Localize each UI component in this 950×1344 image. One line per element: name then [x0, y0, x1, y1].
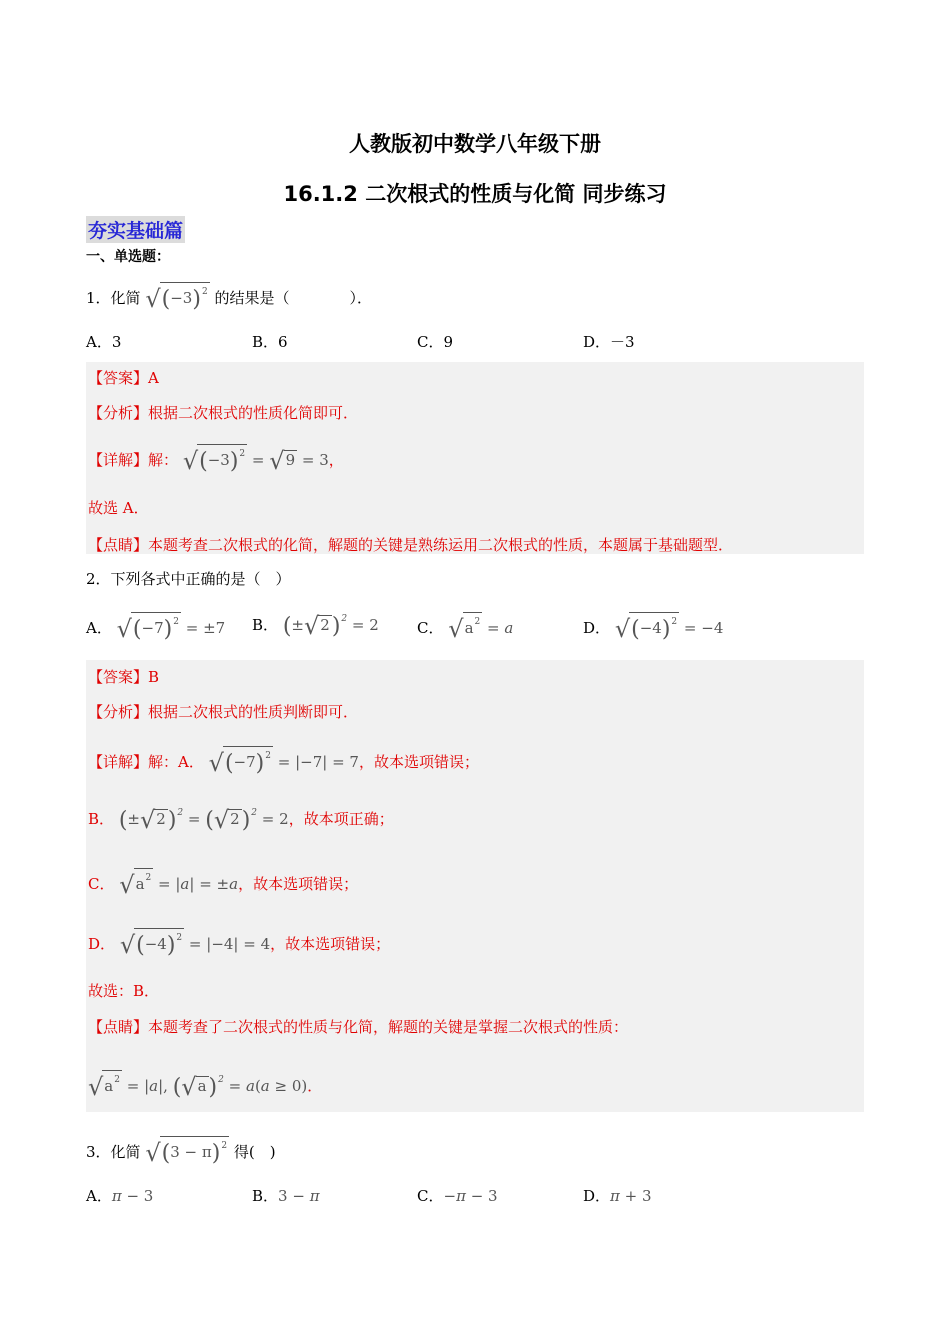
- question-1-option-b: B．6: [252, 333, 288, 351]
- section-label: 夯实基础篇: [86, 216, 185, 243]
- question-1-stem: 1．化简 $√(-3)^2$ 的结果是（ ）．: [86, 282, 372, 313]
- question-2-option-c: C． $√a^2 = a$: [417, 612, 513, 643]
- question-3-stem: 3．化简 $√(3 - \pi)^2$ 得( ): [86, 1136, 276, 1167]
- question-3-option-a: A．π − 3: [86, 1187, 154, 1205]
- subsection-heading: 一、单选题：: [86, 249, 170, 265]
- question-1-point: 【点睛】本题考查二次根式的化简，解题的关键是熟练运用二次根式的性质，本题属于基础题型．: [88, 536, 734, 554]
- question-2-detail-b: B． $(\pm√2)^2 = (√2)^2 = 2$，故本项正确；: [88, 806, 394, 834]
- question-3-option-b: B．3 − π: [252, 1187, 320, 1205]
- question-2-point-formula: $√a^2 = |a|$, $(√a)^2 = a(a \ge 0)$．: [88, 1070, 322, 1101]
- math-expression: $√(-3)^2 = √9 = 3$: [183, 451, 329, 469]
- question-1-conclusion: 故选 A．: [88, 499, 149, 517]
- question-1-analysis: 【分析】根据二次根式的性质化简即可．: [88, 404, 359, 422]
- question-2-option-b: B． $(\pm√2)^2 = 2$: [252, 612, 379, 640]
- math-expression: $√(-3)^2$: [145, 289, 209, 307]
- question-2-option-a: A． $√(-7)^2 = \pm 7$: [86, 612, 225, 643]
- question-2-stem: 2．下列各式中正确的是（ ）: [86, 570, 291, 588]
- question-3-option-c: C．−π − 3: [417, 1187, 498, 1205]
- question-1-option-c: C．9: [417, 333, 454, 351]
- question-2-answer: 【答案】B: [88, 668, 160, 686]
- question-2-option-d: D． $√(-4)^2 = -4$: [583, 612, 723, 643]
- question-2-point: 【点睛】本题考查了二次根式的性质与化简，解题的关键是掌握二次根式的性质：: [88, 1018, 629, 1036]
- question-1-option-a: A．3: [86, 333, 122, 351]
- question-2-analysis: 【分析】根据二次根式的性质判断即可．: [88, 703, 359, 721]
- document-title: 人教版初中数学八年级下册: [349, 132, 601, 156]
- question-1-detail: 【详解】解： $√(-3)^2 = √9 = 3$，: [88, 444, 344, 475]
- question-1-option-d: D．－3: [583, 333, 635, 351]
- document-subtitle: 16.1.2 二次根式的性质与化简 同步练习: [283, 182, 667, 206]
- question-3-option-d: D．π + 3: [583, 1187, 652, 1205]
- question-2-conclusion: 故选：B．: [88, 982, 160, 1000]
- question-2-detail-d: D． $√(-4)^2 = |-4| = 4$，故本选项错误；: [88, 928, 390, 959]
- question-1-answer: 【答案】A: [88, 369, 159, 387]
- question-2-detail-c: C． $√a^2 = |a| = \pm a$，故本选项错误；: [88, 868, 358, 899]
- question-2-detail-a: 【详解】解：A． $√(-7)^2 = |-7| = 7$，故本选项错误；: [88, 746, 479, 777]
